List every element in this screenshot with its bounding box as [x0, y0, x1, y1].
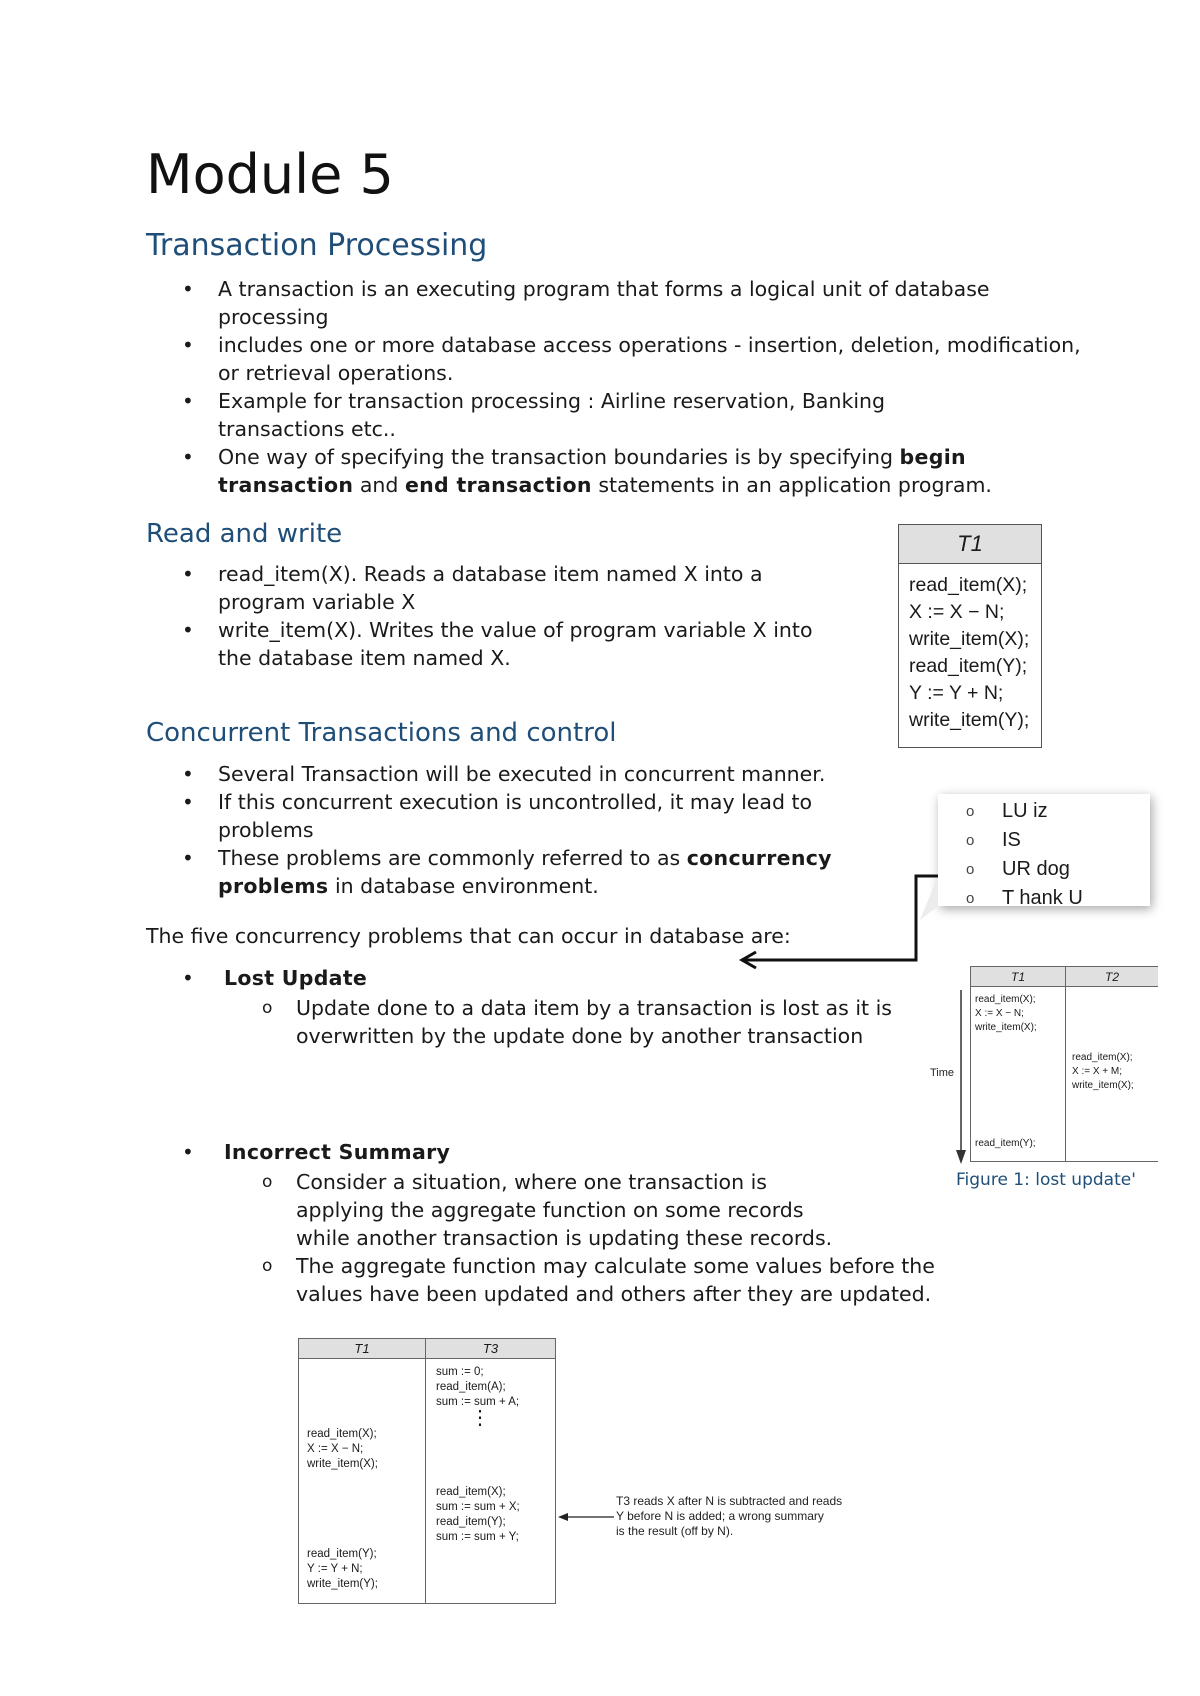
callout-box [938, 794, 1150, 909]
code-line: sum := sum + Y; [436, 1531, 519, 1543]
lost-update-figure [930, 966, 1156, 1166]
code-line: sum := sum + A; [436, 1396, 520, 1408]
bold-text: concurrency problems [218, 846, 832, 898]
code-line: read_item(X); [975, 994, 1036, 1005]
code-line: write_item(Y); [307, 1578, 378, 1590]
list-item: o The aggregate function may calculate some values before the values have been updated and others after they are updated. [146, 1252, 996, 1308]
problem-lost-update [146, 964, 926, 992]
code-line: read_item(X); [307, 1428, 377, 1440]
note-line: is the result (off by N). [616, 1524, 734, 1538]
incorrect-summary-points [146, 1168, 996, 1308]
code-line: write_item(X); [975, 1022, 1037, 1033]
heading-transaction-processing: Transaction Processing [146, 228, 488, 263]
problem-incorrect-summary [146, 1138, 926, 1166]
time-arrow-icon [954, 990, 968, 1166]
code-line: read_item(Y); [307, 1548, 377, 1560]
code-line: write_item(X); [307, 1458, 378, 1470]
column-header: T1 [299, 1339, 426, 1359]
callout-item: o LU iz [938, 797, 1150, 826]
list-item: • Example for transaction processing : Airline reservation, Banking transactions etc.. [146, 387, 1086, 443]
list-item: • includes one or more database access operations - insertion, deletion, modification, or retrieval operations. [146, 331, 1086, 387]
bold-text: Incorrect Summary [224, 1140, 451, 1164]
concurrency-intro: The five concurrency problems that can occur in database are: [146, 924, 791, 948]
text: and [353, 473, 405, 497]
list-item: • read_item(X). Reads a database item named X into a program variable X [146, 560, 826, 616]
code-line: X := X − N; [975, 1008, 1024, 1019]
code-line: write_item(X); [1072, 1080, 1134, 1091]
arrow-left-icon [556, 1510, 616, 1524]
t2-cell [1066, 987, 1159, 1162]
code-line: read_item(Y); [975, 1138, 1036, 1149]
code-line: write_item(Y); [909, 709, 1030, 731]
problem-title [146, 964, 926, 992]
code-line: Y := Y + N; [909, 682, 1004, 704]
time-label: Time [930, 1067, 955, 1079]
heading-concurrent-transactions: Concurrent Transactions and control [146, 718, 617, 748]
list-item [146, 443, 1086, 499]
callout-item: o UR dog [938, 855, 1150, 884]
lost-update-points [146, 994, 906, 1050]
code-line: X := X + M; [1072, 1066, 1123, 1077]
code-line: read_item(Y); [909, 655, 1028, 677]
code-line: Y := Y + N; [307, 1563, 363, 1575]
list-item: • A transaction is an executing program that forms a logical unit of database processing [146, 275, 1086, 331]
bold-text: begin transaction [218, 445, 966, 497]
text: statements in an application program. [591, 473, 992, 497]
tp-bullets [146, 275, 1086, 499]
list-item: o Update done to a data item by a transaction is lost as it is overwritten by the update done by another transaction [146, 994, 906, 1050]
code-line: X := X − N; [307, 1443, 364, 1455]
list-item: o Consider a situation, where one transaction is applying the aggregate function on some records while another transaction is updating these records. [146, 1168, 996, 1252]
column-header: T3 [426, 1339, 556, 1359]
code-line: write_item(X); [909, 628, 1030, 650]
t1-cell [299, 1359, 426, 1604]
code-line: sum := sum + X; [436, 1501, 520, 1513]
list-item: • If this concurrent execution is uncontrolled, it may lead to problems [146, 788, 906, 844]
list-item: • Several Transaction will be executed in concurrent manner. [146, 760, 906, 788]
bold-text: end transaction [404, 473, 592, 497]
column-header: T2 [1066, 967, 1159, 987]
t1-transaction-figure [898, 524, 1042, 748]
problem-title [146, 1138, 926, 1166]
code-line: read_item(X); [909, 574, 1028, 596]
t1-cell [971, 987, 1066, 1162]
bold-text: Lost Update [224, 966, 368, 990]
column-header: T1 [971, 967, 1066, 987]
text: These problems are commonly referred to as [218, 846, 687, 870]
ellipsis: ⋮ [470, 1407, 490, 1429]
callout-item: o IS [938, 826, 1150, 855]
page-title: Module 5 [146, 143, 394, 206]
text: One way of specifying the transaction boundaries is by specifying [218, 445, 900, 469]
incorrect-summary-table [298, 1338, 556, 1604]
lost-update-table [970, 966, 1158, 1162]
t3-cell [426, 1359, 556, 1604]
code-line: read_item(A); [436, 1381, 506, 1393]
code-line: sum := 0; [436, 1366, 484, 1378]
note-line: T3 reads X after N is subtracted and reads [616, 1494, 843, 1508]
list-item: • write_item(X). Writes the value of program variable X into the database item named X. [146, 616, 826, 672]
code-line: read_item(X); [1072, 1052, 1133, 1063]
summary-note [616, 1494, 842, 1539]
code-line: read_item(X); [436, 1486, 506, 1498]
figure-caption: Figure 1: lost update' [956, 1170, 1136, 1190]
code-line: X := X − N; [909, 601, 1005, 623]
rw-bullets [146, 560, 826, 672]
heading-read-write: Read and write [146, 519, 343, 549]
t1-header: T1 [899, 525, 1041, 564]
callout-item: o T hank U [938, 884, 1150, 913]
text: in database environment. [328, 874, 599, 898]
code-line: read_item(Y); [436, 1516, 506, 1528]
connector-arrow-icon [730, 860, 950, 970]
note-line: Y before N is added; a wrong summary [616, 1509, 824, 1523]
